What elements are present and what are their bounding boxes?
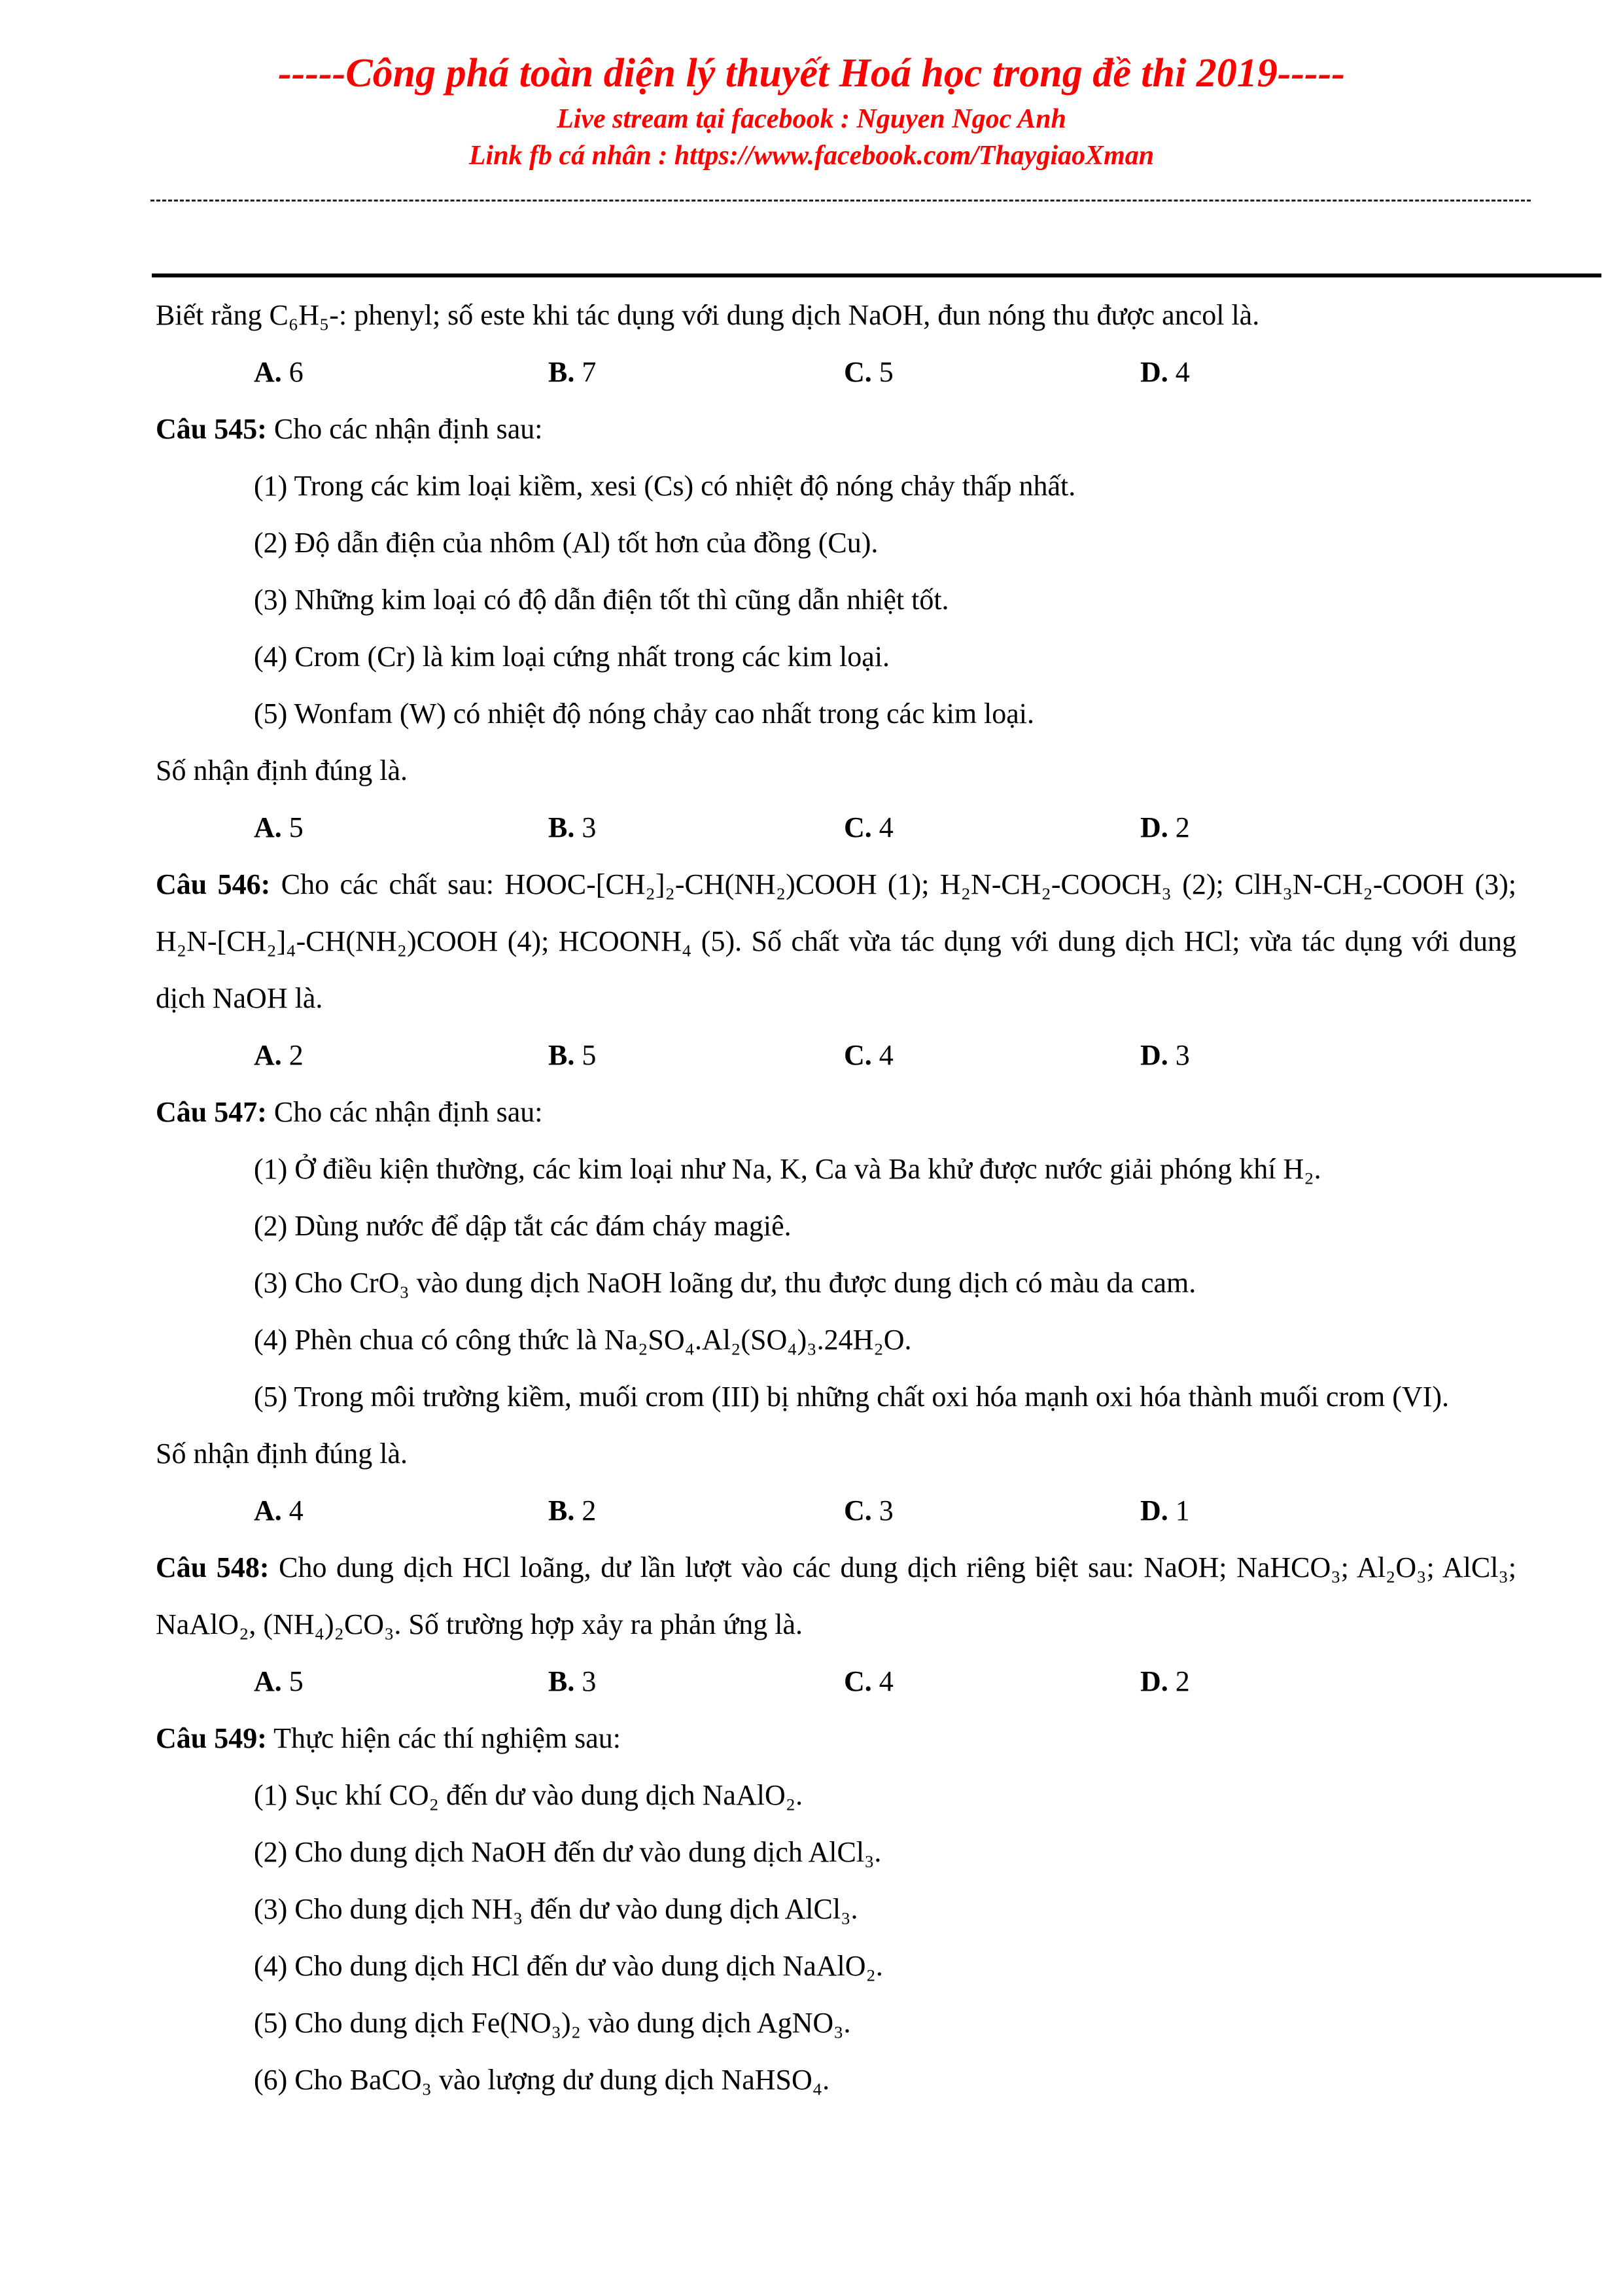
experiment-item: (3) Cho dung dịch NH₃ đến dư vào dung dịch AlCl₃. [254, 1893, 858, 1925]
document-body [156, 287, 1516, 2108]
statement-item: (4) Phèn chua có công thức là Na₂SO₄.Al₂(SO₄)₃.24H₂O. [254, 1324, 912, 1356]
options-546 [156, 1027, 1516, 1084]
question-label: Câu 545: [156, 413, 267, 445]
option-d: D. 2 [1140, 1665, 1190, 1697]
experiment-item: (6) Cho BaCO₃ vào lượng dư dung dịch NaHSO₄. [254, 2064, 830, 2096]
statement-item: (2) Độ dẫn điện của nhôm (Al) tốt hơn của đồng (Cu). [254, 527, 879, 559]
header-rule [152, 274, 1601, 277]
option-b: B. 7 [548, 356, 597, 388]
option-c: C. 3 [844, 1494, 894, 1527]
question-label: Câu 546: [156, 868, 271, 900]
option-d: D. 4 [1140, 356, 1190, 388]
statement-item: (2) Dùng nước để dập tắt các đám cháy magiê. [254, 1210, 792, 1242]
statement-item: (4) Crom (Cr) là kim loại cứng nhất trong các kim loại. [254, 641, 890, 673]
question-547: Câu 547: Cho các nhận định sau: [156, 1096, 543, 1128]
header-link[interactable]: Link fb cá nhân : https://www.facebook.com/ThaygiaoXman [468, 141, 1155, 171]
question-545: Câu 545: Cho các nhận định sau: [156, 413, 543, 445]
experiment-item: (1) Sục khí CO₂ đến dư vào dung dịch NaAlO₂. [254, 1779, 803, 1811]
statement-item: (3) Cho CrO₃ vào dung dịch NaOH loãng dư, thu được dung dịch có màu da cam. [254, 1267, 1196, 1299]
experiment-item: (5) Cho dung dịch Fe(NO₃)₂ vào dung dịch AgNO₃. [254, 2007, 851, 2039]
question-prompt: Số nhận định đúng là. [156, 1438, 408, 1470]
question-label: Câu 548: [156, 1551, 270, 1583]
options-547 [156, 1482, 1516, 1539]
statement-item: (3) Những kim loại có độ dẫn điện tốt thì cũng dẫn nhiệt tốt. [254, 584, 949, 616]
option-a: A. 4 [254, 1494, 304, 1527]
option-c: C. 5 [844, 356, 894, 388]
option-b: B. 2 [548, 1494, 597, 1527]
dashed-separator [150, 200, 1531, 202]
page-header [0, 46, 1623, 174]
option-c: C. 4 [844, 1039, 894, 1071]
option-a: A. 5 [254, 1665, 304, 1697]
statement-item: (5) Wonfam (W) có nhiệt độ nóng chảy cao nhất trong các kim loại. [254, 698, 1035, 730]
option-d: D. 2 [1140, 811, 1190, 843]
option-b: B. 3 [548, 811, 597, 843]
statement-item: (1) Ở điều kiện thường, các kim loại như Na, K, Ca và Ba khử được nước giải phóng khí H₂. [254, 1153, 1321, 1185]
question-549: Câu 549: Thực hiện các thí nghiệm sau: [156, 1722, 621, 1754]
header-livestream: Live stream tại facebook : Nguyen Ngoc Anh [557, 104, 1066, 134]
intro-text: Biết rằng C₆H₅-: phenyl; số este khi tác dụng với dung dịch NaOH, đun nóng thu được ancol là. [156, 299, 1260, 331]
option-b: B. 5 [548, 1039, 597, 1071]
statement-item: (5) Trong môi trường kiềm, muối crom (III) bị những chất oxi hóa mạnh oxi hóa thành muối crom (VI). [254, 1381, 1449, 1413]
experiment-item: (2) Cho dung dịch NaOH đến dư vào dung dịch AlCl₃. [254, 1836, 882, 1868]
question-label: Câu 547: [156, 1096, 267, 1128]
experiment-item: (4) Cho dung dịch HCl đến dư vào dung dịch NaAlO₂. [254, 1950, 883, 1982]
question-546: Câu 546: Cho các chất sau: HOOC-[CH₂]₂-CH(NH₂)COOH (1); H₂N-CH₂-COOCH₃ (2); ClH₃N-CH₂-COOH (3); H₂N-[CH₂]₄-CH(NH₂)COOH (4); HCOONH₄ (5). Số chất vừa tác dụng với dung dịch HCl; vừa tác dụng với dung dịch NaOH là. [156, 868, 1517, 1014]
option-d: D. 1 [1140, 1494, 1190, 1527]
statement-item: (1) Trong các kim loại kiềm, xesi (Cs) có nhiệt độ nóng chảy thấp nhất. [254, 470, 1076, 502]
option-c: C. 4 [844, 1665, 894, 1697]
options-545 [156, 799, 1516, 856]
option-d: D. 3 [1140, 1039, 1190, 1071]
option-c: C. 4 [844, 811, 894, 843]
header-title: -----Công phá toàn diện lý thuyết Hoá học trong đề thi 2019----- [278, 51, 1345, 96]
option-b: B. 3 [548, 1665, 597, 1697]
question-prompt: Số nhận định đúng là. [156, 754, 408, 786]
option-a: A. 5 [254, 811, 304, 843]
intro-options [156, 344, 1516, 400]
options-548 [156, 1653, 1516, 1710]
question-548: Câu 548: Cho dung dịch HCl loãng, dư lần lượt vào các dung dịch riêng biệt sau: NaOH; NaHCO₃; Al₂O₃; AlCl₃; NaAlO₂, (NH₄)₂CO₃. Số trường hợp xảy ra phản ứng là. [156, 1551, 1517, 1640]
option-a: A. 2 [254, 1039, 304, 1071]
question-label: Câu 549: [156, 1722, 267, 1754]
option-a: A. 6 [254, 356, 304, 388]
